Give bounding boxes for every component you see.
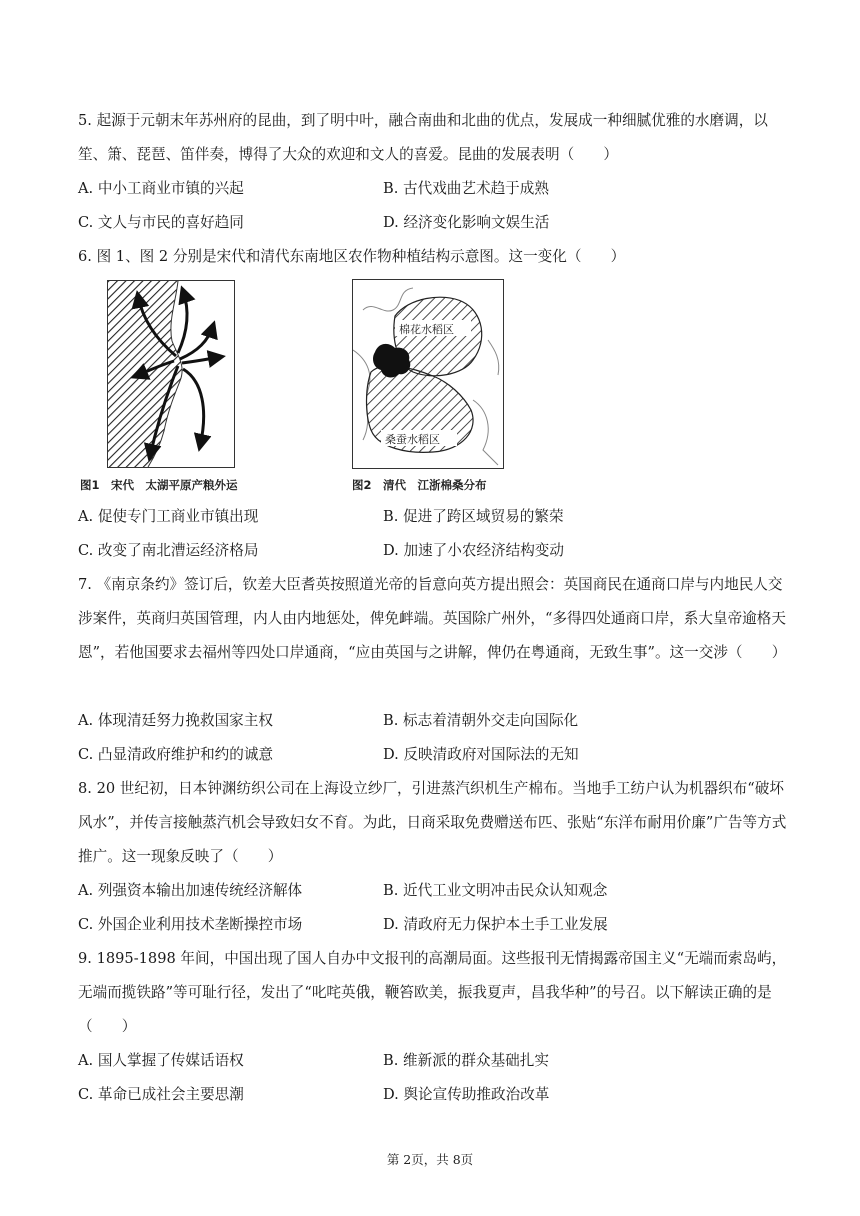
option-b: B. 标志着清朝外交走向国际化 (383, 712, 579, 729)
option-a: A. 促使专门工商业市镇出现 (78, 508, 259, 525)
option-d: D. 反映清政府对国际法的无知 (383, 746, 579, 763)
option-c: C. 文人与市民的喜好趋同 (78, 214, 244, 231)
option-b: B. 维新派的群众基础扎实 (383, 1052, 549, 1069)
figure-2-caption: 图2 清代 江浙棉桑分布 (352, 478, 487, 492)
figure-1-map (107, 280, 235, 468)
option-a: A. 体现清廷努力挽救国家主权 (78, 712, 273, 729)
option-c: C. 凸显清政府维护和约的诚意 (78, 746, 274, 763)
option-b: B. 促进了跨区域贸易的繁荣 (383, 508, 564, 525)
question-9-stem: 9. 1895-1898 年间，中国出现了国人自办中文报刊的高潮局面。这些报刊无情揭露帝国主义“无端而索岛屿，无端而揽铁路”等可耻行径，发出了“叱咤英俄，鞭笞欧美，振我夏声，昌我华种”的号召。以下解读正确的是（ ） (78, 950, 787, 1035)
option-b: B. 近代工业文明冲击民众认知观念 (383, 882, 608, 899)
option-d: D. 经济变化影响文娱生活 (383, 214, 550, 231)
page-footer: 第 2页，共 8页 (386, 1152, 474, 1167)
option-c: C. 革命已成社会主要思潮 (78, 1086, 244, 1103)
option-d: D. 加速了小农经济结构变动 (383, 542, 564, 559)
question-7-stem: 7. 《南京条约》签订后，钦差大臣耆英按照道光帝的旨意向英方提出照会：英国商民在通商口岸与内地民人交涉案件，英商归英国管理，内人由内地惩处，俾免衅端。英国除广州外，“多得四处通商口岸，系大皇帝逾格天恩”，若他国要求去福州等四处口岸通商，“应由英国与之讲解，俾仍在粤通商，无致生事”。这一交涉（ ） (78, 576, 787, 661)
question-6-stem: 6. 图 1、图 2 分别是宋代和清代东南地区农作物种植结构示意图。这一变化（ ） (78, 248, 626, 265)
option-d: D. 舆论宣传助推政治改革 (383, 1086, 550, 1103)
question-8-stem: 8. 20 世纪初，日本钟渊纺织公司在上海设立纱厂，引进蒸汽织机生产棉布。当地手工纺户认为机器织布“破坏风水”，并传言接触蒸汽机会导致妇女不育。为此，日商采取免费赠送布匹、张贴“东洋布耐用价廉”广告等方式推广。这一现象反映了（ ） (78, 780, 787, 865)
question-7-options (78, 704, 788, 772)
figure-2-map (352, 279, 504, 469)
question-9-options (78, 1044, 788, 1112)
option-a: A. 中小工商业市镇的兴起 (78, 180, 244, 197)
question-5-stem: 5. 起源于元朝末年苏州府的昆曲，到了明中叶，融合南曲和北曲的优点，发展成一种细腻优雅的水磨调，以笙、箫、琵琶、笛伴奏，博得了大众的欢迎和文人的喜爱。昆曲的发展表明（ ） (78, 112, 768, 163)
option-a: A. 国人掌握了传媒话语权 (78, 1052, 244, 1069)
question-6-options (78, 500, 788, 568)
option-a: A. 列强资本输出加速传统经济解体 (78, 882, 303, 899)
fig2-region-label-top: 棉花水稻区 (399, 323, 454, 336)
option-c: C. 改变了南北漕运经济格局 (78, 542, 259, 559)
fig2-region-label-bottom: 桑蚕水稻区 (385, 433, 440, 446)
figure-1-svg (108, 281, 234, 467)
option-c: C. 外国企业利用技术垄断操控市场 (78, 916, 303, 933)
option-d: D. 清政府无力保护本土手工业发展 (383, 916, 608, 933)
figure-1-caption: 图1 宋代 太湖平原产粮外运 (80, 478, 238, 492)
option-b: B. 古代戏曲艺术趋于成熟 (383, 180, 549, 197)
question-5-options (78, 172, 788, 240)
question-8-options (78, 874, 788, 942)
